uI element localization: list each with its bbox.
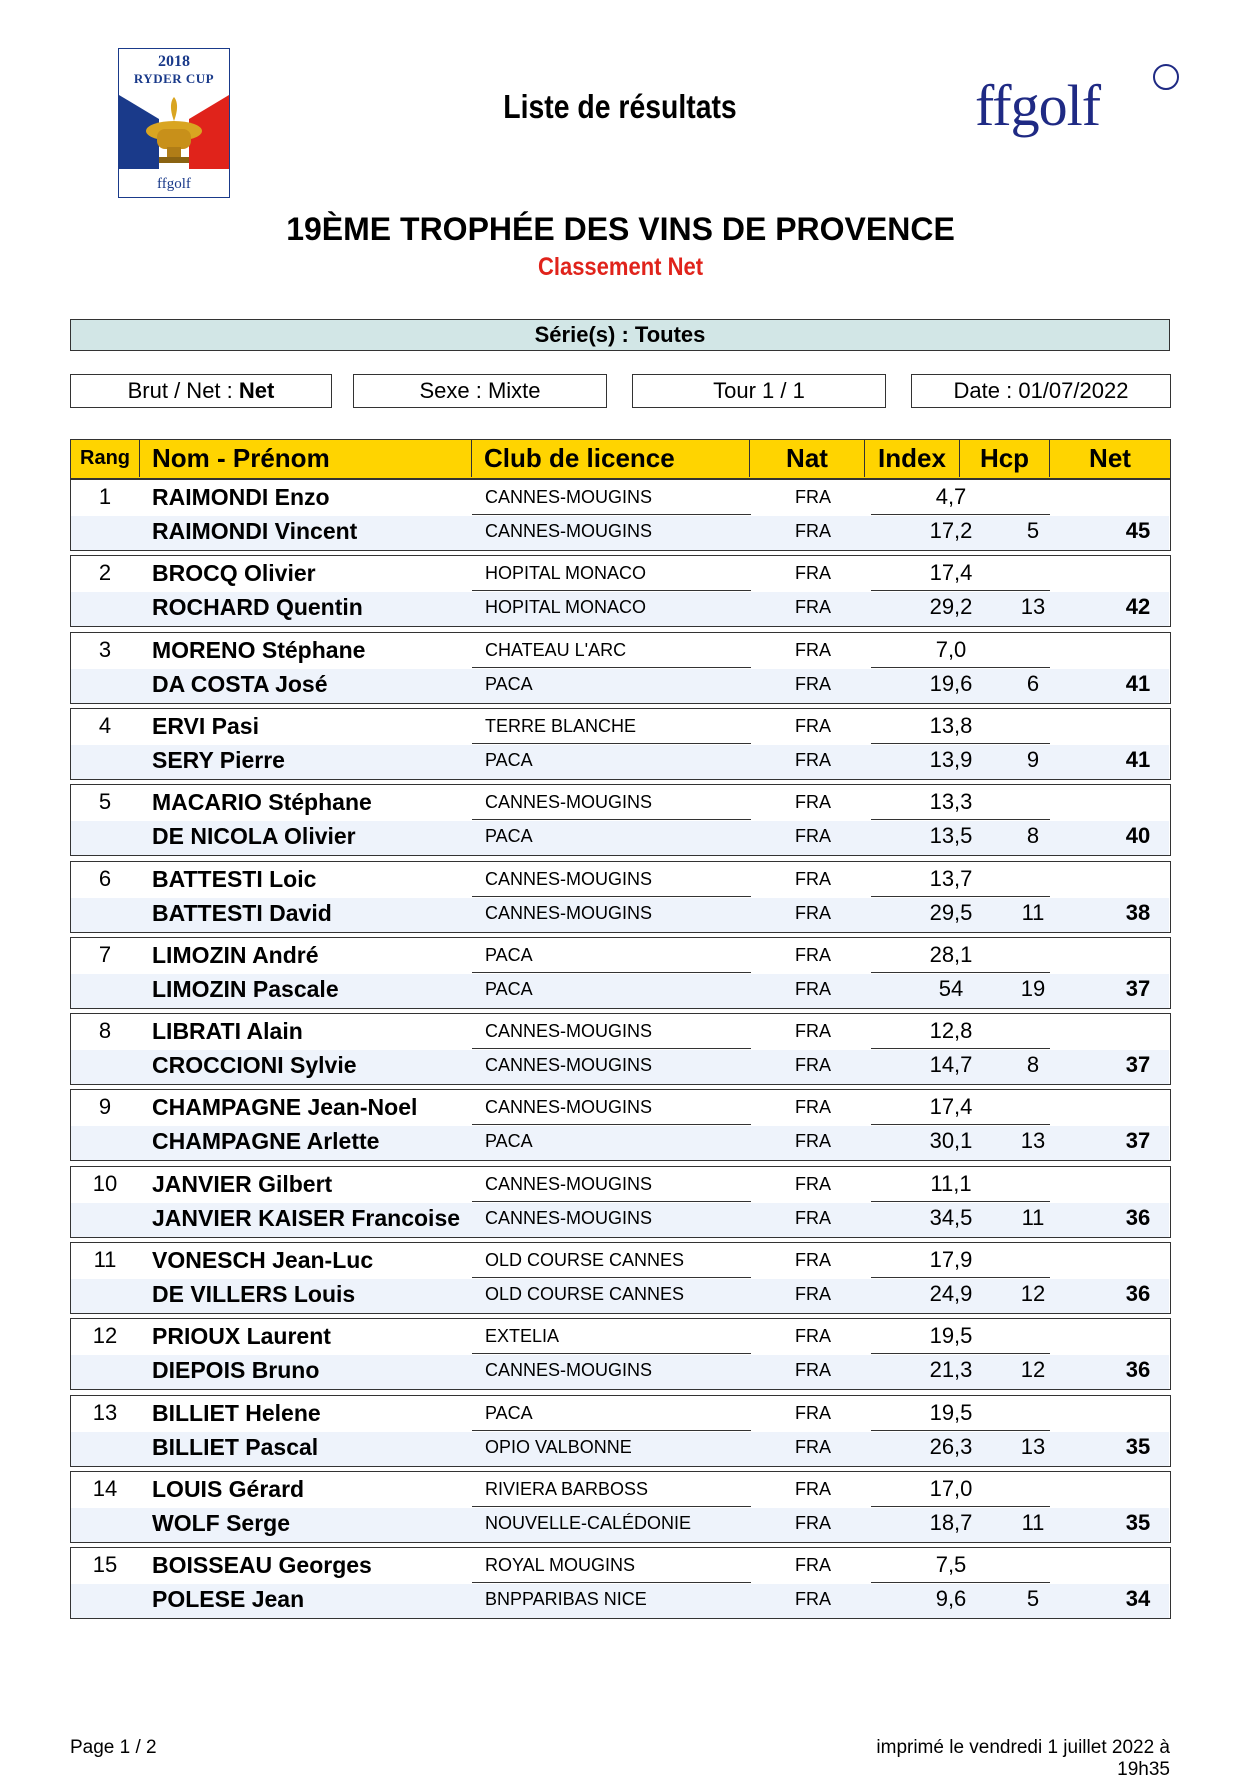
player-name: CHAMPAGNE Arlette (152, 1128, 380, 1154)
player-nat: FRA (795, 903, 831, 923)
player-index: 54 (938, 976, 964, 1001)
player-nat: FRA (795, 674, 831, 694)
player-name: CROCCIONI Sylvie (152, 1052, 357, 1078)
team-net: 34 (1125, 1586, 1151, 1611)
team-hcp: 5 (1026, 1586, 1040, 1611)
player-name: MORENO Stéphane (152, 637, 366, 663)
event-title: 19ÈME TROPHÉE DES VINS DE PROVENCE (286, 211, 955, 247)
player-name: SERY Pierre (152, 747, 285, 773)
player-index: 18,7 (929, 1510, 973, 1535)
player-index: 13,5 (929, 823, 973, 848)
rank: 13 (92, 1400, 118, 1425)
trophy-icon (119, 89, 229, 169)
row-divider (871, 1506, 1050, 1507)
rank: 7 (98, 942, 112, 967)
player-nat: FRA (795, 1208, 831, 1228)
team-net: 41 (1125, 671, 1151, 696)
player-club: PACA (485, 1403, 533, 1423)
team-hcp: 6 (1026, 671, 1040, 696)
ryder-cup-logo (118, 48, 230, 198)
player-nat: FRA (795, 1513, 831, 1533)
team-net: 36 (1125, 1205, 1151, 1230)
row-divider (472, 896, 751, 897)
row-divider (472, 1201, 751, 1202)
result-group (70, 937, 1171, 1009)
player-nat: FRA (795, 1097, 831, 1117)
result-group (70, 784, 1171, 856)
team-net: 45 (1125, 518, 1151, 543)
logo-year: 2018 (158, 53, 190, 70)
col-club: Club de licence (472, 440, 750, 477)
row-divider (871, 1048, 1050, 1049)
player-club: HOPITAL MONACO (485, 563, 647, 583)
player-index: 11,1 (930, 1171, 972, 1196)
player-index: 17,9 (929, 1247, 973, 1272)
series-bar: Série(s) : Toutes (70, 319, 1170, 351)
player-name: LOUIS Gérard (152, 1476, 305, 1502)
row-divider (871, 896, 1050, 897)
player-index: 19,5 (929, 1400, 973, 1425)
player-club: CANNES-MOUGINS (485, 869, 653, 889)
player-index: 17,2 (929, 518, 973, 543)
player-nat: FRA (795, 563, 831, 583)
row-divider (472, 819, 751, 820)
row-divider (472, 1430, 751, 1431)
player-nat: FRA (795, 1131, 831, 1151)
player-nat: FRA (795, 1174, 831, 1194)
logo-brand: ffgolf (157, 176, 191, 192)
player-name: RAIMONDI Vincent (152, 518, 358, 544)
row-divider (871, 590, 1050, 591)
player-club: HOPITAL MONACO (485, 597, 647, 617)
player-club: CANNES-MOUGINS (485, 1208, 653, 1228)
player-nat: FRA (795, 1555, 831, 1575)
team-hcp: 11 (1021, 1510, 1045, 1535)
player-index: 29,5 (929, 900, 973, 925)
row-divider (472, 743, 751, 744)
player-index: 12,8 (929, 1018, 973, 1043)
player-club: PACA (485, 750, 533, 770)
team-hcp: 12 (1020, 1281, 1046, 1306)
row-divider (871, 1582, 1050, 1583)
result-group (70, 555, 1171, 627)
player-index: 24,9 (929, 1281, 973, 1306)
player-index: 4,7 (935, 484, 967, 509)
player-club: OLD COURSE CANNES (485, 1284, 685, 1304)
row-divider (871, 514, 1050, 515)
player-index: 19,6 (929, 671, 973, 696)
team-net: 37 (1125, 976, 1151, 1001)
player-name: WOLF Serge (152, 1510, 291, 1536)
player-name: CHAMPAGNE Jean-Noel (152, 1094, 418, 1120)
team-net: 35 (1125, 1434, 1151, 1459)
result-group (70, 1013, 1171, 1085)
team-net: 41 (1125, 747, 1151, 772)
player-index: 17,4 (929, 560, 973, 585)
team-net: 36 (1125, 1357, 1151, 1382)
result-group (70, 861, 1171, 933)
player-index: 14,7 (929, 1052, 973, 1077)
team-hcp: 19 (1020, 976, 1046, 1001)
team-net: 37 (1125, 1128, 1151, 1153)
row-divider (871, 1430, 1050, 1431)
player-nat: FRA (795, 1403, 831, 1423)
result-group (70, 708, 1171, 780)
team-hcp: 8 (1026, 1052, 1040, 1077)
player-club: EXTELIA (485, 1326, 560, 1346)
row-divider (871, 972, 1050, 973)
player-nat: FRA (795, 826, 831, 846)
player-club: CANNES-MOUGINS (485, 487, 653, 507)
result-group (70, 1318, 1171, 1390)
logo-name: RYDER CUP (133, 71, 215, 86)
player-club: CANNES-MOUGINS (485, 521, 653, 541)
row-divider (472, 1124, 751, 1125)
rank: 5 (98, 789, 112, 814)
row-divider (472, 1582, 751, 1583)
team-hcp: 11 (1021, 1205, 1045, 1230)
result-group (70, 1242, 1171, 1314)
player-name: POLESE Jean (152, 1586, 305, 1612)
player-name: BILLIET Pascal (152, 1434, 319, 1460)
player-club: PACA (485, 979, 533, 999)
rank: 9 (98, 1094, 112, 1119)
player-index: 13,8 (929, 713, 973, 738)
row-divider (472, 667, 751, 668)
row-divider (472, 1506, 751, 1507)
player-nat: FRA (795, 1360, 831, 1380)
row-divider (472, 1353, 751, 1354)
rank: 6 (98, 866, 112, 891)
player-index: 21,3 (929, 1357, 973, 1382)
player-index: 17,4 (929, 1094, 973, 1119)
team-hcp: 13 (1020, 594, 1046, 619)
player-name: BROCQ Olivier (152, 560, 316, 586)
player-index: 19,5 (929, 1323, 973, 1348)
player-name: LIBRATI Alain (152, 1018, 303, 1044)
result-group (70, 479, 1171, 551)
player-name: DE VILLERS Louis (152, 1281, 356, 1307)
player-index: 7,5 (935, 1552, 967, 1577)
player-club: PACA (485, 826, 533, 846)
player-name: BOISSEAU Georges (152, 1552, 372, 1578)
sexe-box (353, 374, 607, 408)
page-title: Liste de résultats (503, 88, 737, 125)
player-name: ERVI Pasi (152, 713, 259, 739)
rank: 8 (98, 1018, 112, 1043)
player-index: 17,0 (929, 1476, 973, 1501)
player-name: DE NICOLA Olivier (152, 823, 356, 849)
player-club: CANNES-MOUGINS (485, 1174, 653, 1194)
col-nom: Nom - Prénom (140, 440, 472, 477)
team-hcp: 13 (1020, 1128, 1046, 1153)
player-name: JANVIER Gilbert (152, 1171, 333, 1197)
player-name: DIEPOIS Bruno (152, 1357, 320, 1383)
page-number: Page 1 / 2 (70, 1737, 157, 1758)
date-box: Date : 01/07/2022 (911, 374, 1171, 408)
player-index: 7,0 (935, 637, 967, 662)
rank: 12 (92, 1323, 118, 1348)
row-divider (871, 743, 1050, 744)
brut-net-value: Net (238, 378, 275, 403)
player-nat: FRA (795, 1055, 831, 1075)
team-hcp: 13 (1020, 1434, 1046, 1459)
player-name: BILLIET Helene (152, 1400, 321, 1426)
team-net: 35 (1125, 1510, 1151, 1535)
player-nat: FRA (795, 1437, 831, 1457)
ffgolf-logo (975, 64, 1195, 154)
player-club: CHATEAU L'ARC (485, 640, 627, 660)
player-index: 28,1 (929, 942, 973, 967)
player-club: OLD COURSE CANNES (485, 1250, 685, 1270)
player-club: CANNES-MOUGINS (485, 903, 653, 923)
col-hcp: Hcp (960, 440, 1050, 477)
row-divider (472, 1277, 751, 1278)
player-nat: FRA (795, 1326, 831, 1346)
player-name: LIMOZIN Pascale (152, 976, 339, 1002)
rank: 10 (92, 1171, 118, 1196)
row-divider (472, 514, 751, 515)
player-name: LIMOZIN André (152, 942, 319, 968)
player-name: BATTESTI Loic (152, 866, 317, 892)
player-club: CANNES-MOUGINS (485, 1360, 653, 1380)
player-name: RAIMONDI Enzo (152, 484, 330, 510)
team-hcp: 11 (1021, 900, 1045, 925)
player-nat: FRA (795, 716, 831, 736)
row-divider (472, 972, 751, 973)
player-nat: FRA (795, 597, 831, 617)
team-net: 40 (1125, 823, 1151, 848)
player-index: 13,9 (929, 747, 973, 772)
player-name: PRIOUX Laurent (152, 1323, 331, 1349)
player-index: 34,5 (929, 1205, 973, 1230)
player-club: PACA (485, 674, 533, 694)
result-group (70, 1166, 1171, 1238)
player-club: CANNES-MOUGINS (485, 1097, 653, 1117)
player-index: 26,3 (929, 1434, 973, 1459)
row-divider (871, 1124, 1050, 1125)
player-club: BNPPARIBAS NICE (485, 1589, 647, 1609)
player-nat: FRA (795, 521, 831, 541)
player-nat: FRA (795, 1021, 831, 1041)
player-index: 9,6 (935, 1586, 967, 1611)
player-club: PACA (485, 1131, 533, 1151)
team-hcp: 12 (1020, 1357, 1046, 1382)
player-nat: FRA (795, 750, 831, 770)
row-divider (871, 1201, 1050, 1202)
player-index: 29,2 (929, 594, 973, 619)
player-name: DA COSTA José (152, 671, 328, 697)
sexe-label: Sexe : (419, 378, 482, 403)
player-club: RIVIERA BARBOSS (485, 1479, 649, 1499)
player-name: ROCHARD Quentin (152, 594, 363, 620)
player-index: 13,7 (929, 866, 973, 891)
player-nat: FRA (795, 792, 831, 812)
rank: 3 (98, 637, 112, 662)
team-hcp: 5 (1026, 518, 1040, 543)
player-name: MACARIO Stéphane (152, 789, 372, 815)
result-group (70, 1471, 1171, 1543)
player-club: OPIO VALBONNE (485, 1437, 632, 1457)
row-divider (472, 1048, 751, 1049)
rooster-icon (1153, 64, 1179, 90)
result-group (70, 1395, 1171, 1467)
col-rang: Rang (71, 440, 140, 477)
player-nat: FRA (795, 1250, 831, 1270)
player-club: CANNES-MOUGINS (485, 1021, 653, 1041)
rank: 2 (98, 560, 112, 585)
tour-box: Tour 1 / 1 (632, 374, 886, 408)
player-club: ROYAL MOUGINS (485, 1555, 636, 1575)
ranking-type: Classement Net (537, 253, 704, 281)
player-nat: FRA (795, 1284, 831, 1304)
row-divider (472, 590, 751, 591)
table-header (70, 439, 1171, 479)
player-name: JANVIER KAISER Francoise (152, 1205, 461, 1231)
player-nat: FRA (795, 1589, 831, 1609)
col-net: Net (1089, 443, 1131, 473)
print-date: imprimé le vendredi 1 juillet 2022 à 19h35 (876, 1737, 1170, 1780)
player-club: TERRE BLANCHE (485, 716, 637, 736)
sexe-value: Mixte (487, 378, 541, 403)
player-club: CANNES-MOUGINS (485, 1055, 653, 1075)
team-net: 42 (1125, 594, 1151, 619)
result-group (70, 1089, 1171, 1161)
player-club: PACA (485, 945, 533, 965)
player-club: CANNES-MOUGINS (485, 792, 653, 812)
row-divider (871, 1277, 1050, 1278)
player-nat: FRA (795, 487, 831, 507)
player-club: NOUVELLE-CALÉDONIE (485, 1513, 692, 1533)
col-index: Index (865, 440, 960, 477)
team-net: 37 (1125, 1052, 1151, 1077)
team-hcp: 9 (1026, 747, 1040, 772)
ffgolf-wordmark: ffgolf (975, 73, 1101, 138)
team-net: 36 (1125, 1281, 1151, 1306)
player-index: 30,1 (929, 1128, 973, 1153)
player-nat: FRA (795, 945, 831, 965)
player-name: BATTESTI David (152, 900, 332, 926)
result-group (70, 1547, 1171, 1619)
rank: 15 (92, 1552, 118, 1577)
team-hcp: 8 (1026, 823, 1040, 848)
col-nat: Nat (750, 440, 865, 477)
team-net: 38 (1125, 900, 1151, 925)
brut-net-label: Brut / Net : (127, 378, 233, 403)
player-nat: FRA (795, 869, 831, 889)
row-divider (871, 819, 1050, 820)
player-index: 13,3 (929, 789, 973, 814)
player-nat: FRA (795, 979, 831, 999)
player-nat: FRA (795, 640, 831, 660)
brut-net-box (70, 374, 332, 408)
rank: 4 (98, 713, 112, 738)
rank: 1 (98, 484, 112, 509)
result-group (70, 632, 1171, 704)
player-name: VONESCH Jean-Luc (152, 1247, 374, 1273)
rank: 11 (93, 1247, 117, 1272)
row-divider (871, 667, 1050, 668)
player-nat: FRA (795, 1479, 831, 1499)
rank: 14 (92, 1476, 118, 1501)
row-divider (871, 1353, 1050, 1354)
